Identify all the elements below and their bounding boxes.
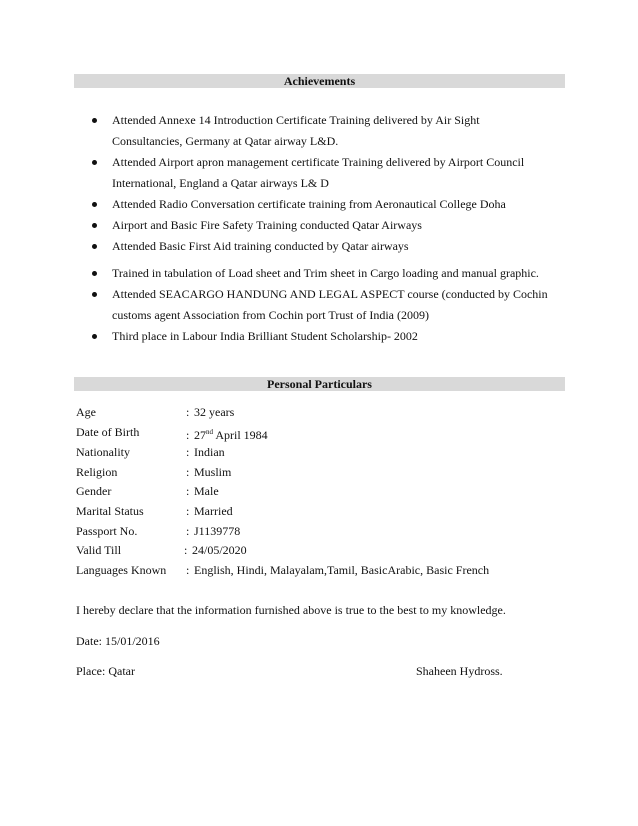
marital-row	[76, 502, 546, 520]
list-item: Attended Annexe 14 Introduction Certificate Training delivered by Air Sight Consultancies, Germany at Qatar airway L&D.	[92, 110, 552, 152]
declaration-place: Place: Qatar	[76, 664, 135, 678]
valid-label: Valid Till	[76, 543, 122, 557]
religion-label: Religion	[76, 465, 118, 479]
age-value-wrap	[186, 403, 234, 421]
colon: :	[186, 405, 190, 419]
valid-row	[76, 541, 546, 559]
age-value: 32 years	[194, 405, 235, 419]
achievements-list	[92, 110, 552, 347]
gender-row	[76, 482, 546, 500]
nationality-label: Nationality	[76, 445, 130, 459]
list-item: Attended Radio Conversation certificate training from Aeronautical College Doha	[92, 194, 552, 215]
personal-particulars-heading: Personal Particulars	[74, 377, 565, 391]
declaration-text: I hereby declare that the information furnished above is true to the best to my knowledge.	[76, 603, 506, 617]
colon: :	[186, 465, 190, 479]
colon: :	[184, 543, 188, 557]
dob-value-wrap	[186, 423, 268, 444]
list-item: Attended Airport apron management certificate Training delivered by Airport Council International, England a Qatar airways L& D	[92, 152, 552, 194]
religion-row	[76, 463, 546, 481]
nationality-row	[76, 443, 546, 461]
valid-value-wrap	[184, 541, 247, 559]
dob-row	[76, 423, 546, 441]
languages-value: English, Hindi, Malayalam,Tamil, BasicArabic, Basic French	[194, 563, 490, 577]
marital-label: Marital Status	[76, 504, 144, 518]
declaration-date: Date: 15/01/2016	[76, 634, 160, 648]
passport-label: Passport No.	[76, 524, 138, 538]
religion-value: Muslim	[194, 465, 232, 479]
colon: :	[186, 563, 190, 577]
languages-label: Languages Known	[76, 563, 167, 577]
achievements-heading: Achievements	[74, 74, 565, 88]
dob-label: Date of Birth	[76, 425, 140, 439]
colon: :	[186, 428, 190, 442]
colon: :	[186, 524, 190, 538]
age-label: Age	[76, 405, 96, 419]
colon: :	[186, 484, 190, 498]
dob-suffix: nd	[206, 428, 213, 436]
dob-rest: April 1984	[215, 428, 268, 442]
list-item: Attended Basic First Aid training conducted by Qatar airways	[92, 236, 552, 257]
passport-row	[76, 522, 546, 540]
passport-value: J1139778	[194, 524, 241, 538]
gender-value: Male	[194, 484, 219, 498]
list-item: Attended SEACARGO HANDUNG AND LEGAL ASPECT course (conducted by Cochin customs agent Association from Cochin port Trust of India (2009)	[92, 284, 552, 326]
passport-value-wrap	[186, 522, 240, 540]
dob-day: 27	[194, 428, 206, 442]
languages-value-wrap	[186, 561, 489, 579]
list-item: Airport and Basic Fire Safety Training conducted Qatar Airways	[92, 215, 552, 236]
marital-value-wrap	[186, 502, 233, 520]
languages-row	[76, 561, 546, 579]
nationality-value: Indian	[194, 445, 225, 459]
colon: :	[186, 504, 190, 518]
colon: :	[186, 445, 190, 459]
list-item: Trained in tabulation of Load sheet and Trim sheet in Cargo loading and manual graphic.	[92, 263, 552, 284]
list-item: Third place in Labour India Brilliant Student Scholarship- 2002	[92, 326, 552, 347]
signature-name: Shaheen Hydross.	[416, 664, 503, 678]
marital-value: Married	[194, 504, 233, 518]
gender-value-wrap	[186, 482, 219, 500]
religion-value-wrap	[186, 463, 231, 481]
valid-value: 24/05/2020	[192, 543, 247, 557]
nationality-value-wrap	[186, 443, 225, 461]
age-row	[76, 403, 546, 421]
gender-label: Gender	[76, 484, 112, 498]
